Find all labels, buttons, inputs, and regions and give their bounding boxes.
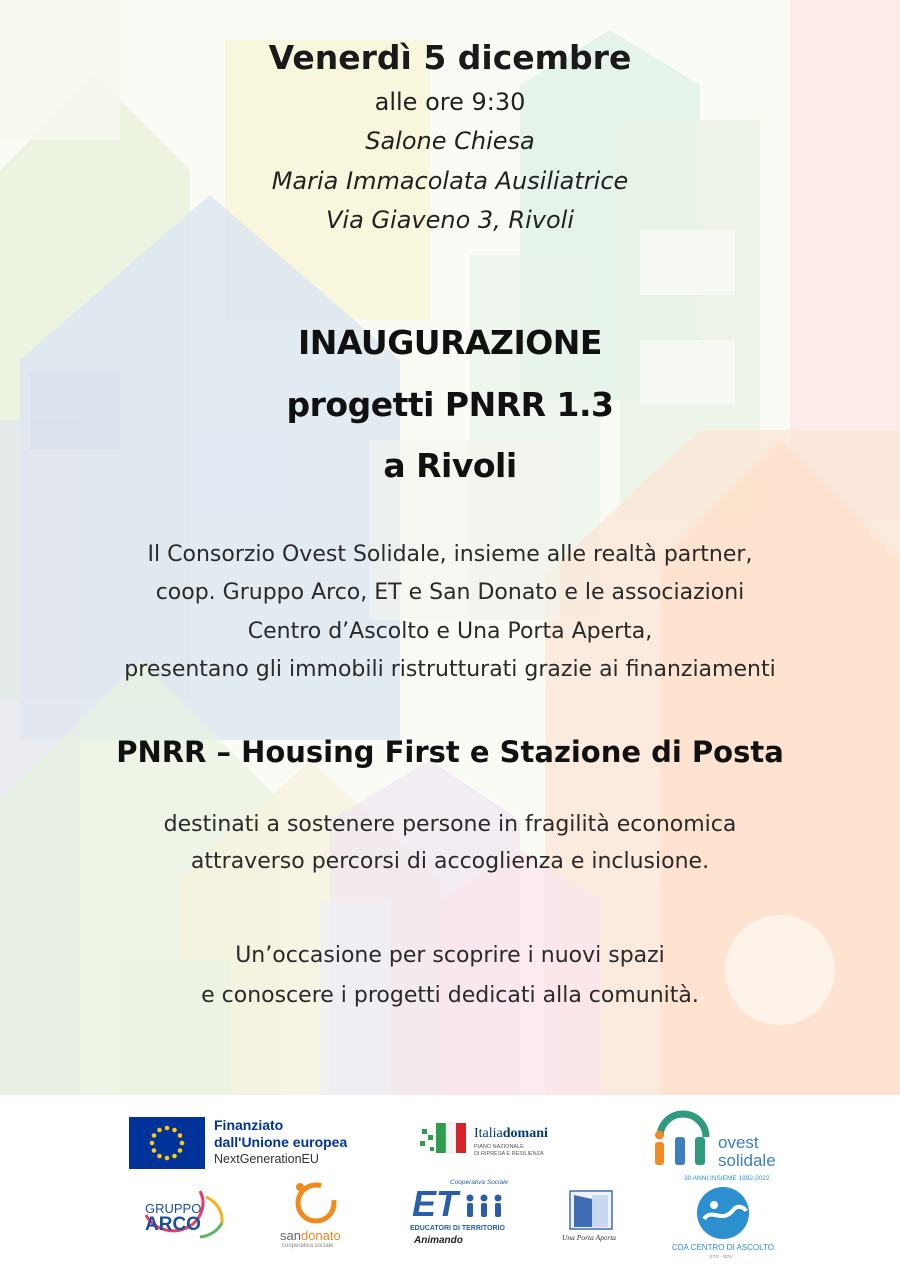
title-line1: INAUGURAZIONE xyxy=(298,323,602,362)
et-extra: Animando xyxy=(414,1235,463,1246)
door-icon xyxy=(568,1189,614,1231)
et-top: Cooperativa Sociale xyxy=(450,1179,509,1186)
sandonato-sub: cooperativa sociale xyxy=(282,1243,334,1249)
italiadomani-name-b: domani xyxy=(502,1126,548,1141)
intro-line2: coop. Gruppo Arco, ET e San Donato e le associazioni xyxy=(155,580,745,605)
event-venue-line2: Maria Immacolata Ausiliatrice xyxy=(271,167,629,195)
event-venue-line1: Salone Chiesa xyxy=(365,127,535,155)
closing-line2: e conoscere i progetti dedicati alla comunità. xyxy=(201,983,699,1008)
eu-flag-icon xyxy=(129,1117,205,1169)
italiadomani-name xyxy=(474,1126,548,1142)
event-time: alle ore 9:30 xyxy=(374,88,526,116)
italiadomani-name-a: Italia xyxy=(474,1126,503,1141)
cda-circle-icon xyxy=(686,1179,760,1243)
et-logo xyxy=(410,1179,510,1249)
people-icon xyxy=(462,1193,506,1219)
event-address: Via Giaveno 3, Rivoli xyxy=(326,206,574,234)
sandonato-logo xyxy=(280,1179,355,1249)
porta-name: Una Porta Aperta xyxy=(562,1233,617,1242)
cda-name: CDA CENTRO DI ASCOLTO xyxy=(672,1243,774,1252)
partner-logos-footer xyxy=(0,1095,900,1273)
sandonato-name-b: donato xyxy=(300,1228,341,1243)
sandonato-name xyxy=(280,1228,341,1243)
title-line3: a Rivoli xyxy=(383,446,517,485)
highlight-heading: PNRR – Housing First e Stazione di Posta xyxy=(116,735,784,769)
eu-logo-line2: dall'Unione europea xyxy=(214,1134,348,1150)
sandonato-name-a: san xyxy=(280,1228,301,1243)
closing-line1: Un’occasione per scoprire i nuovi spazi xyxy=(235,943,665,968)
intro-line3: Centro d’Ascolto e Una Porta Aperta, xyxy=(247,619,653,644)
italy-flag-icon xyxy=(418,1119,470,1157)
ovest-solidale-logo xyxy=(652,1107,797,1169)
eu-logo-line1: Finanziato xyxy=(214,1117,284,1133)
ovest-solidale-mark-icon xyxy=(652,1107,714,1169)
eu-funding-logo xyxy=(129,1117,369,1169)
eu-logo-line3: NextGenerationEU xyxy=(214,1152,319,1166)
purpose-line1: destinati a sostenere persone in fragilità economica xyxy=(163,812,737,837)
intro-line1: Il Consorzio Ovest Solidale, insieme alle realtà partner, xyxy=(147,542,753,567)
et-sub: EDUCATORI DI TERRITORIO xyxy=(410,1225,505,1232)
arco-logo-line2: ARCO xyxy=(145,1214,201,1235)
ovest-logo-line1: ovest xyxy=(718,1133,759,1152)
sandonato-swirl-icon xyxy=(290,1179,342,1227)
cda-arc: 30 ANNI INSIEME 1992-2022 xyxy=(684,1175,770,1182)
cda-centro-ascolto-logo xyxy=(672,1175,772,1265)
purpose-line2: attraverso percorsi di accoglienza e inclusione. xyxy=(190,849,710,874)
italiadomani-sub1: PIANO NAZIONALE xyxy=(474,1144,524,1150)
event-date: Venerdì 5 dicembre xyxy=(268,38,632,77)
title-line2: progetti PNRR 1.3 xyxy=(286,385,614,424)
et-mark: ET xyxy=(412,1183,459,1224)
gruppo-arco-logo xyxy=(140,1187,230,1241)
italiadomani-logo xyxy=(418,1117,568,1161)
cda-tiny: ETS - ODV xyxy=(710,1254,733,1259)
italiadomani-sub2: DI RIPRESA E RESILIENZA xyxy=(474,1151,544,1157)
arco-logo-line1: GRUPPO xyxy=(145,1201,202,1216)
intro-line4: presentano gli immobili ristrutturati grazie ai finanziamenti xyxy=(124,657,776,682)
ovest-logo-line2: solidale xyxy=(718,1151,776,1170)
una-porta-aperta-logo xyxy=(562,1189,622,1245)
